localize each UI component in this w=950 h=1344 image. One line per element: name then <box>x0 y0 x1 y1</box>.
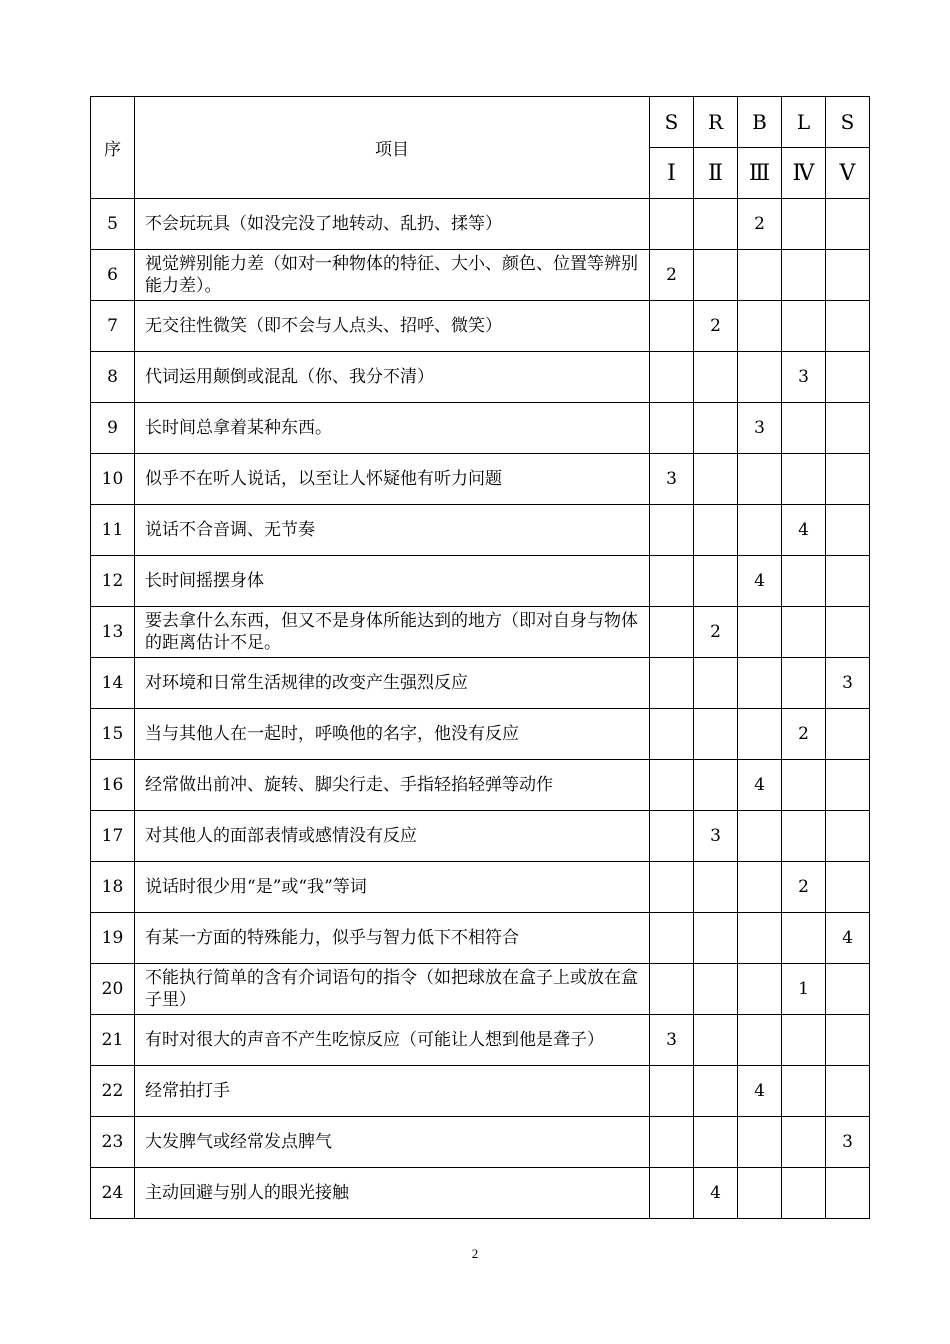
score-cell: 3 <box>694 811 738 862</box>
row-item-text: 代词运用颠倒或混乱（你、我分不清） <box>135 352 650 403</box>
empty-score-cell <box>650 811 694 862</box>
header-letter: L <box>782 97 826 148</box>
empty-score-cell <box>738 454 782 505</box>
header-roman: Ⅴ <box>826 148 870 199</box>
empty-score-cell <box>694 760 738 811</box>
empty-score-cell <box>650 1117 694 1168</box>
empty-score-cell <box>650 607 694 658</box>
row-number: 24 <box>91 1168 135 1219</box>
row-item-text: 要去拿什么东西，但又不是身体所能达到的地方（即对自身与物体的距离估计不足。 <box>135 607 650 658</box>
row-item-text: 无交往性微笑（即不会与人点头、招呼、微笑） <box>135 301 650 352</box>
empty-score-cell <box>650 1168 694 1219</box>
empty-score-cell <box>694 1117 738 1168</box>
empty-score-cell <box>694 964 738 1015</box>
empty-score-cell <box>738 505 782 556</box>
score-cell: 4 <box>738 556 782 607</box>
table-row <box>91 964 870 1015</box>
row-item-text: 长时间摇摆身体 <box>135 556 650 607</box>
empty-score-cell <box>782 454 826 505</box>
header-row-letters <box>91 97 870 148</box>
table-row <box>91 301 870 352</box>
empty-score-cell <box>826 964 870 1015</box>
empty-score-cell <box>694 454 738 505</box>
score-cell: 4 <box>826 913 870 964</box>
empty-score-cell <box>738 862 782 913</box>
score-cell: 3 <box>650 1015 694 1066</box>
row-item-text: 说话时很少用“是”或“我”等词 <box>135 862 650 913</box>
empty-score-cell <box>650 1066 694 1117</box>
empty-score-cell <box>694 403 738 454</box>
row-item-text: 经常拍打手 <box>135 1066 650 1117</box>
row-number: 7 <box>91 301 135 352</box>
score-cell: 4 <box>738 760 782 811</box>
empty-score-cell <box>782 556 826 607</box>
empty-score-cell <box>694 862 738 913</box>
empty-score-cell <box>826 1015 870 1066</box>
score-cell: 4 <box>782 505 826 556</box>
table-row <box>91 403 870 454</box>
row-number: 10 <box>91 454 135 505</box>
empty-score-cell <box>650 913 694 964</box>
row-number: 9 <box>91 403 135 454</box>
table-row <box>91 1168 870 1219</box>
empty-score-cell <box>738 352 782 403</box>
empty-score-cell <box>650 505 694 556</box>
empty-score-cell <box>738 301 782 352</box>
score-cell: 4 <box>694 1168 738 1219</box>
score-cell: 2 <box>782 862 826 913</box>
row-number: 22 <box>91 1066 135 1117</box>
empty-score-cell <box>694 709 738 760</box>
empty-score-cell <box>694 1015 738 1066</box>
table-row <box>91 1117 870 1168</box>
empty-score-cell <box>782 250 826 301</box>
header-roman: Ⅳ <box>782 148 826 199</box>
empty-score-cell <box>694 199 738 250</box>
header-roman: Ⅲ <box>738 148 782 199</box>
empty-score-cell <box>826 1066 870 1117</box>
header-num-cell: 序 <box>91 97 135 199</box>
empty-score-cell <box>650 964 694 1015</box>
row-item-text: 视觉辨别能力差（如对一种物体的特征、大小、颜色、位置等辨别能力差）。 <box>135 250 650 301</box>
empty-score-cell <box>738 658 782 709</box>
empty-score-cell <box>782 658 826 709</box>
empty-score-cell <box>826 199 870 250</box>
empty-score-cell <box>782 1015 826 1066</box>
header-letter: R <box>694 97 738 148</box>
empty-score-cell <box>826 403 870 454</box>
table-row <box>91 1015 870 1066</box>
empty-score-cell <box>694 913 738 964</box>
row-number: 11 <box>91 505 135 556</box>
empty-score-cell <box>826 862 870 913</box>
empty-score-cell <box>826 301 870 352</box>
empty-score-cell <box>650 709 694 760</box>
row-item-text: 经常做出前冲、旋转、脚尖行走、手指轻掐轻弹等动作 <box>135 760 650 811</box>
empty-score-cell <box>650 199 694 250</box>
empty-score-cell <box>650 658 694 709</box>
row-item-text: 不能执行简单的含有介词语句的指令（如把球放在盒子上或放在盒子里） <box>135 964 650 1015</box>
empty-score-cell <box>650 862 694 913</box>
score-cell: 2 <box>694 301 738 352</box>
row-item-text: 大发脾气或经常发点脾气 <box>135 1117 650 1168</box>
row-number: 15 <box>91 709 135 760</box>
empty-score-cell <box>826 709 870 760</box>
row-number: 18 <box>91 862 135 913</box>
header-letter: S <box>826 97 870 148</box>
empty-score-cell <box>694 505 738 556</box>
table-row <box>91 454 870 505</box>
empty-score-cell <box>782 1066 826 1117</box>
score-cell: 2 <box>694 607 738 658</box>
score-cell: 1 <box>782 964 826 1015</box>
row-number: 13 <box>91 607 135 658</box>
empty-score-cell <box>650 301 694 352</box>
empty-score-cell <box>826 352 870 403</box>
row-number: 23 <box>91 1117 135 1168</box>
assessment-table <box>90 96 870 1219</box>
empty-score-cell <box>782 760 826 811</box>
score-cell: 2 <box>782 709 826 760</box>
empty-score-cell <box>738 1168 782 1219</box>
table-row <box>91 505 870 556</box>
row-item-text: 似乎不在听人说话，以至让人怀疑他有听力问题 <box>135 454 650 505</box>
row-item-text: 长时间总拿着某种东西。 <box>135 403 650 454</box>
empty-score-cell <box>694 352 738 403</box>
table-row <box>91 607 870 658</box>
row-item-text: 说话不合音调、无节奏 <box>135 505 650 556</box>
row-number: 19 <box>91 913 135 964</box>
row-number: 8 <box>91 352 135 403</box>
empty-score-cell <box>826 556 870 607</box>
row-item-text: 有某一方面的特殊能力，似乎与智力低下不相符合 <box>135 913 650 964</box>
score-cell: 2 <box>738 199 782 250</box>
table-row <box>91 658 870 709</box>
table-row <box>91 556 870 607</box>
table-row <box>91 1066 870 1117</box>
empty-score-cell <box>738 811 782 862</box>
empty-score-cell <box>782 301 826 352</box>
score-cell: 4 <box>738 1066 782 1117</box>
empty-score-cell <box>826 760 870 811</box>
empty-score-cell <box>738 250 782 301</box>
row-number: 14 <box>91 658 135 709</box>
header-item-cell: 项目 <box>135 97 650 199</box>
empty-score-cell <box>826 1168 870 1219</box>
row-number: 6 <box>91 250 135 301</box>
empty-score-cell <box>738 607 782 658</box>
row-item-text: 当与其他人在一起时，呼唤他的名字，他没有反应 <box>135 709 650 760</box>
empty-score-cell <box>782 811 826 862</box>
empty-score-cell <box>826 505 870 556</box>
table-row <box>91 199 870 250</box>
empty-score-cell <box>782 403 826 454</box>
header-letter: B <box>738 97 782 148</box>
table-row <box>91 760 870 811</box>
row-number: 16 <box>91 760 135 811</box>
empty-score-cell <box>826 250 870 301</box>
empty-score-cell <box>782 1168 826 1219</box>
empty-score-cell <box>694 556 738 607</box>
score-cell: 3 <box>650 454 694 505</box>
score-cell: 2 <box>650 250 694 301</box>
score-cell: 3 <box>826 1117 870 1168</box>
empty-score-cell <box>826 454 870 505</box>
row-item-text: 对环境和日常生活规律的改变产生强烈反应 <box>135 658 650 709</box>
table-body <box>91 199 870 1219</box>
empty-score-cell <box>782 913 826 964</box>
row-number: 5 <box>91 199 135 250</box>
empty-score-cell <box>650 760 694 811</box>
table-row <box>91 709 870 760</box>
empty-score-cell <box>738 964 782 1015</box>
empty-score-cell <box>738 1015 782 1066</box>
row-number: 12 <box>91 556 135 607</box>
empty-score-cell <box>694 1066 738 1117</box>
page-number: 2 <box>471 1246 479 1261</box>
empty-score-cell <box>782 199 826 250</box>
empty-score-cell <box>738 709 782 760</box>
table-row <box>91 250 870 301</box>
row-item-text: 对其他人的面部表情或感情没有反应 <box>135 811 650 862</box>
empty-score-cell <box>826 607 870 658</box>
score-cell: 3 <box>738 403 782 454</box>
empty-score-cell <box>738 913 782 964</box>
row-item-text: 不会玩玩具（如没完没了地转动、乱扔、揉等） <box>135 199 650 250</box>
empty-score-cell <box>826 811 870 862</box>
row-number: 17 <box>91 811 135 862</box>
empty-score-cell <box>738 1117 782 1168</box>
row-number: 21 <box>91 1015 135 1066</box>
empty-score-cell <box>650 403 694 454</box>
row-number: 20 <box>91 964 135 1015</box>
table-row <box>91 913 870 964</box>
empty-score-cell <box>782 1117 826 1168</box>
table-row <box>91 862 870 913</box>
header-letter: S <box>650 97 694 148</box>
score-cell: 3 <box>782 352 826 403</box>
header-roman: Ⅰ <box>650 148 694 199</box>
empty-score-cell <box>650 352 694 403</box>
row-item-text: 主动回避与别人的眼光接触 <box>135 1168 650 1219</box>
empty-score-cell <box>650 556 694 607</box>
empty-score-cell <box>694 250 738 301</box>
header-roman: Ⅱ <box>694 148 738 199</box>
table-row <box>91 352 870 403</box>
table-row <box>91 811 870 862</box>
score-cell: 3 <box>826 658 870 709</box>
empty-score-cell <box>694 658 738 709</box>
row-item-text: 有时对很大的声音不产生吃惊反应（可能让人想到他是聋子） <box>135 1015 650 1066</box>
empty-score-cell <box>782 607 826 658</box>
